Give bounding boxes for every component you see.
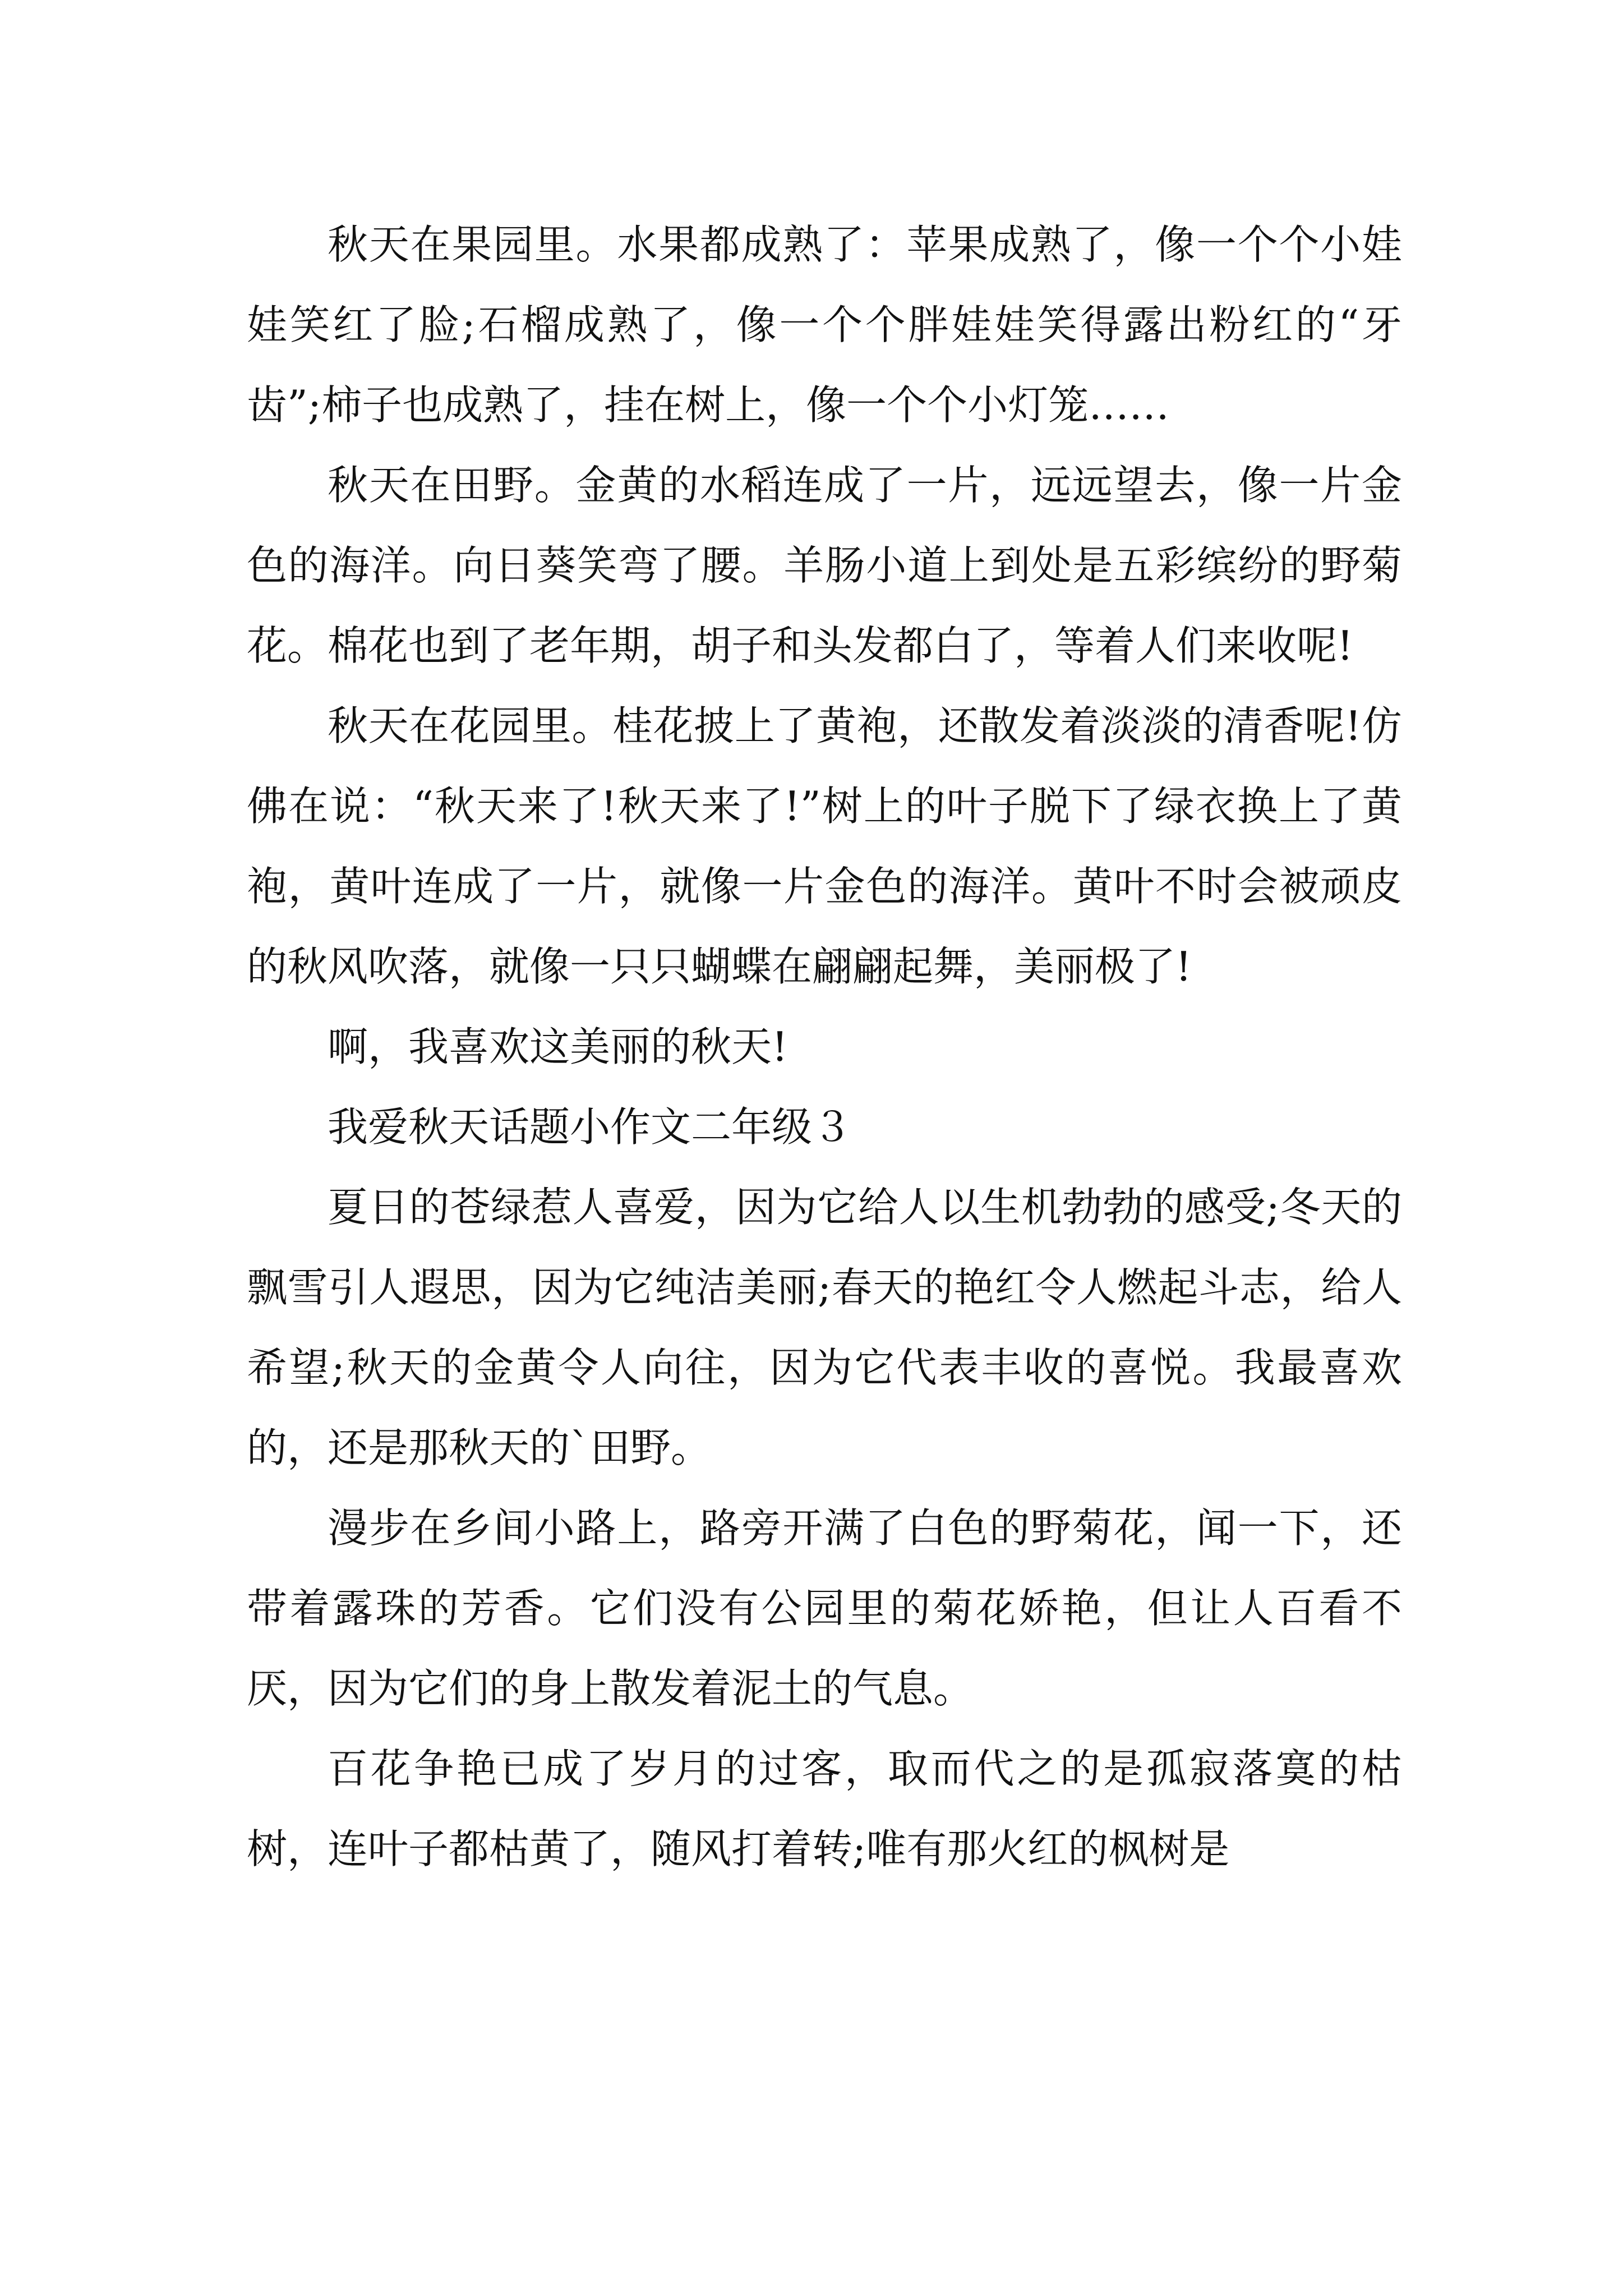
paragraph-seasons: 夏日的苍绿惹人喜爱，因为它给人以生机勃勃的感受;冬天的飘雪引人遐思，因为它纯洁美丽;春天的艳红令人燃起斗志，给人希望;秋天的金黄令人向往，因为它代表丰收的喜悦。我最喜欢的，还是那秋天的`田野。	[247, 1184, 1402, 1471]
paragraph-orchard: 秋天在果园里。水果都成熟了：苹果成熟了，像一个个小娃娃笑红了脸;石榴成熟了，像一个个胖娃娃笑得露出粉红的“牙齿”;柿子也成熟了，挂在树上，像一个个小灯笼……	[247, 221, 1402, 429]
document-body	[247, 205, 1402, 1889]
paragraph-fields: 秋天在田野。金黄的水稻连成了一片，远远望去，像一片金色的海洋。向日葵笑弯了腰。羊肠小道上到处是五彩缤纷的野菊花。棉花也到了老年期，胡子和头发都白了，等着人们来收呢!	[247, 462, 1402, 669]
paragraph-garden: 秋天在花园里。桂花披上了黄袍，还散发着淡淡的清香呢!仿佛在说：“秋天来了!秋天来了!”树上的叶子脱下了绿衣换上了黄袍，黄叶连成了一片，就像一片金色的海洋。黄叶不时会被顽皮的秋风吹落，就像一只只蝴蝶在翩翩起舞，美丽极了!	[247, 702, 1402, 990]
paragraph-withered-trees: 百花争艳已成了岁月的过客，取而代之的是孤寂落寞的枯树，连叶子都枯黄了，随风打着转;唯有那火红的枫树是	[247, 1745, 1402, 1872]
paragraph-country-road: 漫步在乡间小路上，路旁开满了白色的野菊花，闻一下，还带着露珠的芳香。它们没有公园里的菊花娇艳，但让人百看不厌，因为它们的身上散发着泥土的气息。	[247, 1504, 1402, 1712]
essay-heading: 我爱秋天话题小作文二年级３	[328, 1103, 853, 1151]
paragraph-exclamation: 啊，我喜欢这美丽的秋天!	[328, 1023, 788, 1070]
